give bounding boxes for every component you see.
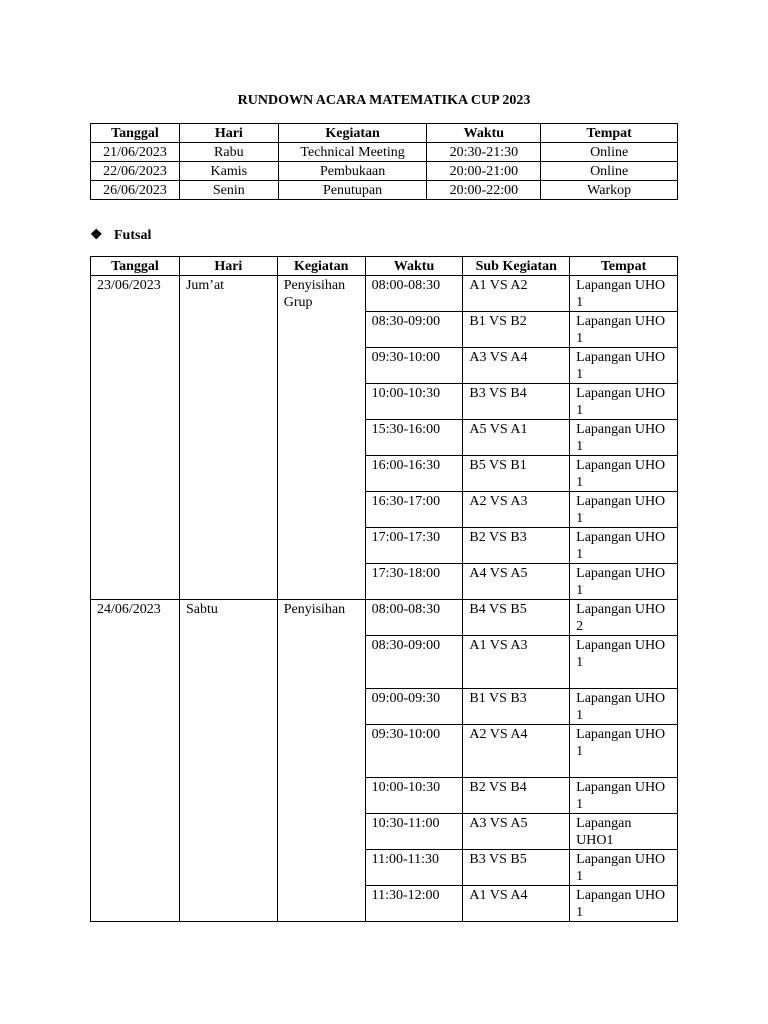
cell-venue: Lapangan UHO 1 [570, 384, 678, 420]
cell-match: A1 VS A3 [463, 636, 570, 689]
cell-match: B5 VS B1 [463, 456, 570, 492]
page-title: RUNDOWN ACARA MATEMATIKA CUP 2023 [237, 93, 531, 108]
cell-venue: Lapangan UHO 1 [570, 528, 678, 564]
cell-time: 17:30-18:00 [365, 564, 463, 600]
futsal-table-body [91, 276, 678, 922]
cell-match: A1 VS A4 [463, 886, 570, 922]
header-kegiatan: Kegiatan [277, 257, 365, 276]
cell-match: B2 VS B3 [463, 528, 570, 564]
cell-venue: Lapangan UHO 1 [570, 420, 678, 456]
cell-time: 09:30-10:00 [365, 348, 463, 384]
table-row [91, 143, 678, 162]
cell-time: 10:00-10:30 [365, 778, 463, 814]
cell-activity: Penutupan [278, 181, 427, 200]
cell-time: 08:00-08:30 [365, 276, 463, 312]
cell-venue: Lapangan UHO 1 [570, 492, 678, 528]
cell-match: A2 VS A3 [463, 492, 570, 528]
cell-day: Rabu [179, 143, 278, 162]
cell-venue: Lapangan UHO 1 [570, 456, 678, 492]
cell-day: Kamis [179, 162, 278, 181]
cell-venue: Lapangan UHO 2 [570, 600, 678, 636]
cell-match: A5 VS A1 [463, 420, 570, 456]
schedule-table [90, 123, 678, 200]
cell-venue: Lapangan UHO 1 [570, 276, 678, 312]
table-row [91, 181, 678, 200]
header-waktu: Waktu [365, 257, 463, 276]
cell-venue: Lapangan UHO 1 [570, 778, 678, 814]
cell-activity: Pembukaan [278, 162, 427, 181]
cell-time: 09:00-09:30 [365, 689, 463, 725]
cell-activity: Penyisihan Grup [277, 276, 365, 600]
cell-time: 20:00-22:00 [427, 181, 541, 200]
cell-day: Jum’at [179, 276, 277, 600]
cell-venue: Warkop [541, 181, 678, 200]
cell-venue: Lapangan UHO 1 [570, 886, 678, 922]
header-kegiatan: Kegiatan [278, 124, 427, 143]
cell-date: 21/06/2023 [91, 143, 180, 162]
cell-match: A3 VS A4 [463, 348, 570, 384]
cell-match: A1 VS A2 [463, 276, 570, 312]
cell-time: 10:30-11:00 [365, 814, 463, 850]
cell-date: 22/06/2023 [91, 162, 180, 181]
cell-match: B1 VS B3 [463, 689, 570, 725]
cell-match: B3 VS B4 [463, 384, 570, 420]
cell-time: 16:00-16:30 [365, 456, 463, 492]
futsal-table [90, 256, 678, 922]
cell-match: A4 VS A5 [463, 564, 570, 600]
header-tanggal: Tanggal [91, 257, 180, 276]
cell-date: 23/06/2023 [91, 276, 180, 600]
schedule-header-row [91, 124, 678, 143]
cell-match: A2 VS A4 [463, 725, 570, 778]
table-row [91, 600, 678, 636]
cell-time: 17:00-17:30 [365, 528, 463, 564]
table-row [91, 276, 678, 312]
cell-activity: Technical Meeting [278, 143, 427, 162]
cell-activity: Penyisihan [277, 600, 365, 922]
diamond-bullet-icon: ❖ [90, 228, 103, 243]
header-hari: Hari [179, 124, 278, 143]
cell-venue: Lapangan UHO 1 [570, 348, 678, 384]
cell-date: 26/06/2023 [91, 181, 180, 200]
cell-venue: Lapangan UHO 1 [570, 636, 678, 689]
futsal-heading [90, 227, 151, 244]
cell-time: 11:30-12:00 [365, 886, 463, 922]
cell-time: 08:00-08:30 [365, 600, 463, 636]
cell-venue: Lapangan UHO 1 [570, 725, 678, 778]
cell-time: 16:30-17:00 [365, 492, 463, 528]
cell-venue: Online [541, 162, 678, 181]
header-hari: Hari [179, 257, 277, 276]
header-tempat: Tempat [570, 257, 678, 276]
cell-time: 11:00-11:30 [365, 850, 463, 886]
cell-time: 20:00-21:00 [427, 162, 541, 181]
cell-venue: Online [541, 143, 678, 162]
cell-day: Sabtu [179, 600, 277, 922]
header-tanggal: Tanggal [91, 124, 180, 143]
cell-venue: Lapangan UHO 1 [570, 850, 678, 886]
cell-venue: Lapangan UHO 1 [570, 564, 678, 600]
cell-time: 08:30-09:00 [365, 312, 463, 348]
cell-match: B1 VS B2 [463, 312, 570, 348]
cell-match: B2 VS B4 [463, 778, 570, 814]
cell-venue: Lapangan UHO1 [570, 814, 678, 850]
futsal-header-row [91, 257, 678, 276]
cell-time: 20:30-21:30 [427, 143, 541, 162]
cell-day: Senin [179, 181, 278, 200]
cell-match: B4 VS B5 [463, 600, 570, 636]
header-waktu: Waktu [427, 124, 541, 143]
cell-venue: Lapangan UHO 1 [570, 312, 678, 348]
header-tempat: Tempat [541, 124, 678, 143]
cell-time: 10:00-10:30 [365, 384, 463, 420]
header-sub-kegiatan: Sub Kegiatan [463, 257, 570, 276]
cell-match: B3 VS B5 [463, 850, 570, 886]
cell-date: 24/06/2023 [91, 600, 180, 922]
futsal-heading-label: Futsal [114, 228, 152, 243]
cell-match: A3 VS A5 [463, 814, 570, 850]
cell-time: 09:30-10:00 [365, 725, 463, 778]
cell-time: 15:30-16:00 [365, 420, 463, 456]
cell-time: 08:30-09:00 [365, 636, 463, 689]
cell-venue: Lapangan UHO 1 [570, 689, 678, 725]
table-row [91, 162, 678, 181]
